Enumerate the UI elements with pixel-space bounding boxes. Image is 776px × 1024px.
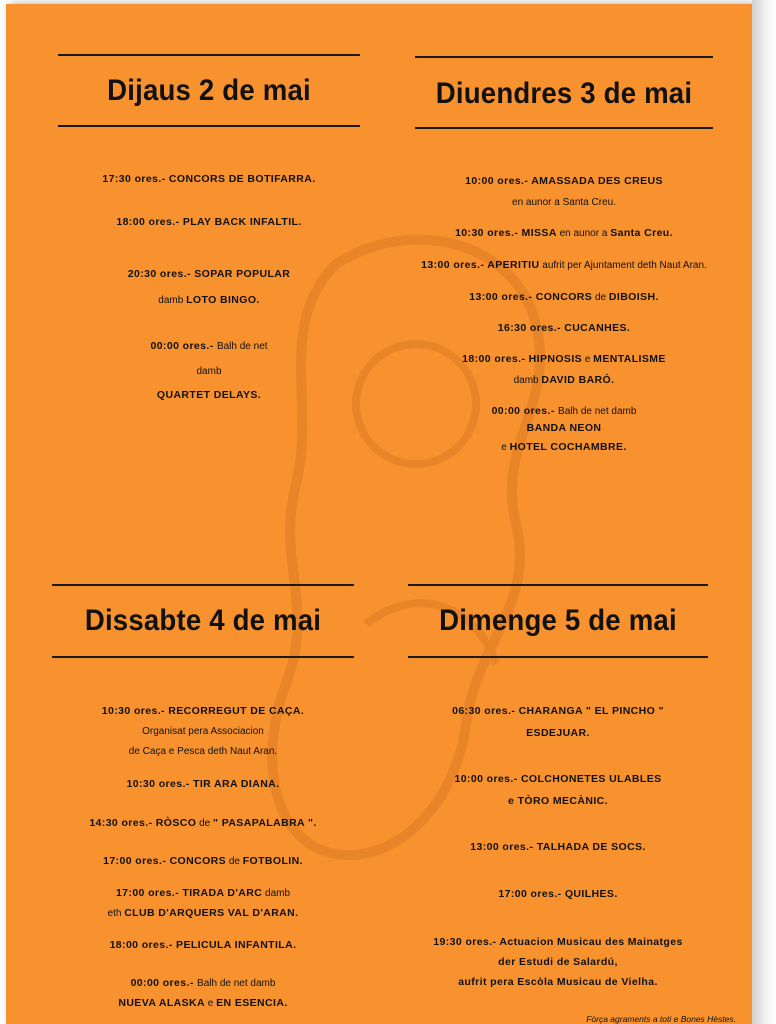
event-text-bold: 10:00 ores.- xyxy=(465,175,532,187)
event-text: e xyxy=(205,998,217,1009)
event-text-bold: Santa Creu. xyxy=(610,227,673,239)
event-text-bold: CONCORS DE BOTIFARRA. xyxy=(168,173,316,185)
event-text-bold: 17:30 ores.- xyxy=(102,173,169,185)
event-text: damb xyxy=(513,375,542,386)
schedule-line xyxy=(408,955,708,969)
event-text-bold: 20:30 ores.- xyxy=(127,268,195,280)
schedule-line xyxy=(408,726,708,740)
event-text: en aunor a Santa Creu. xyxy=(512,197,616,208)
event-text-bold: 10:30 ores.- xyxy=(126,778,193,790)
schedule-line xyxy=(408,935,708,949)
event-text-bold: 18:00 ores.- xyxy=(462,353,529,365)
event-text-bold: EN ESENCIA. xyxy=(216,997,288,1009)
event-text-bold: 16:30 ores.- xyxy=(497,322,565,334)
event-text-bold: CLUB D'ARQUERS VAL D'ARAN. xyxy=(124,907,299,919)
event-text-bold: der Estudi de Salardú, xyxy=(498,956,618,968)
event-text-bold: MISSA xyxy=(521,227,557,239)
event-text: de Caça e Pesca deth Naut Aran. xyxy=(128,746,278,757)
event-text-bold: 10:30 ores.- xyxy=(455,227,522,239)
event-text-bold: " PASAPALABRA ". xyxy=(213,817,317,829)
event-text-bold: 18:00 ores.- xyxy=(109,939,177,951)
event-text-bold: CONCORS xyxy=(169,855,227,867)
schedule-line xyxy=(408,975,708,989)
program-sheet xyxy=(6,4,752,1024)
event-text-bold: DAVID BARÓ. xyxy=(541,374,615,386)
event-text-bold: 18:00 ores.- xyxy=(116,216,183,228)
schedule-line xyxy=(52,976,354,991)
schedule-line xyxy=(408,772,708,786)
schedule-line xyxy=(52,996,354,1011)
event-text-bold: 13:00 ores.- xyxy=(421,259,488,271)
event-text-bold: CHARANGA " EL PINCHO " xyxy=(518,705,664,717)
schedule-line xyxy=(52,906,354,921)
event-text: eth xyxy=(107,908,125,919)
schedule-dissabte xyxy=(52,4,354,1024)
event-text: de xyxy=(196,818,213,829)
event-text: Balh de net damb xyxy=(558,406,637,417)
event-text-bold: NUEVA ALASKA xyxy=(118,997,206,1009)
event-text-bold: RECORREGUT DE CAÇA. xyxy=(168,705,305,717)
event-text-bold: ESDEJUAR. xyxy=(526,727,590,739)
event-text-bold: QUILHES. xyxy=(564,888,618,900)
schedule-line xyxy=(52,938,354,952)
schedule-line xyxy=(408,887,708,901)
event-text-bold: MENTALISME xyxy=(593,353,666,365)
event-text-bold: SOPAR POPULAR xyxy=(194,268,291,280)
schedule-line xyxy=(408,840,708,854)
event-text-bold: 19:30 ores.- xyxy=(433,936,500,948)
event-text-bold: e xyxy=(508,795,518,807)
event-text-bold: TÒRO MECÀNIC. xyxy=(517,795,608,807)
event-text-bold: CONCORS xyxy=(535,291,593,303)
event-text-bold: LOTO BINGO. xyxy=(186,294,260,306)
event-text-bold: DIBOISH. xyxy=(608,291,659,303)
event-text-bold: 10:00 ores.- xyxy=(454,773,521,785)
schedule-line xyxy=(52,704,354,718)
event-text-bold: FOTBOLIN. xyxy=(242,855,303,867)
event-text: Balh de net xyxy=(216,341,268,352)
event-text: en aunor a xyxy=(556,228,611,239)
schedule-line xyxy=(52,886,354,901)
event-text-bold: TIR ARA DIANA. xyxy=(193,778,280,790)
page-edge-shadow xyxy=(752,0,776,1024)
event-text-bold: 00:00 ores.- xyxy=(130,977,198,989)
event-text: damb xyxy=(196,366,222,377)
event-text-bold: 17:00 ores.- xyxy=(498,888,565,900)
event-text-bold: TALHADA DE SOCS. xyxy=(536,841,646,853)
event-text-bold: APERITIU xyxy=(487,259,540,271)
event-text: damb xyxy=(262,888,291,899)
event-text: Organisat pera Associacion xyxy=(142,726,264,737)
event-text: damb xyxy=(158,295,187,306)
event-text-bold: PELICULA INFANTILA. xyxy=(176,939,297,951)
schedule-line xyxy=(52,744,354,759)
event-text-bold: 10:30 ores.- xyxy=(101,705,169,717)
event-text-bold: 00:00 ores.- xyxy=(150,340,217,352)
event-text-bold: BANDA NEON xyxy=(526,422,602,434)
event-text-bold: aufrit pera Escòla Musicau de Vielha. xyxy=(458,976,658,988)
event-text-bold: HOTEL COCHAMBRE. xyxy=(509,441,627,453)
schedule-line xyxy=(52,854,354,869)
day-title-dijaus: Dijaus 2 de mai xyxy=(107,74,311,107)
event-text: de xyxy=(592,292,609,303)
schedule-dimenge xyxy=(408,4,708,1024)
event-text-bold: 13:00 ores.- xyxy=(469,291,536,303)
event-text: de xyxy=(226,856,243,867)
schedule-line xyxy=(52,777,354,791)
thanks-footer: Fòrça agraments a toti e Bones Hèstes. xyxy=(586,1014,736,1024)
event-text-bold: 13:00 ores.- xyxy=(470,841,537,853)
event-text-bold: QUARTET DELAYS. xyxy=(156,389,262,401)
event-text-bold: Actuacion Musicau des Mainatges xyxy=(499,936,683,948)
schedule-line xyxy=(408,704,708,718)
event-text-bold: RÒSCO xyxy=(155,817,197,829)
event-text-bold: TIRADA D'ARC xyxy=(182,887,263,899)
event-text-bold: 06:30 ores.- xyxy=(452,705,519,717)
event-text-bold: 17:00 ores.- xyxy=(103,855,170,867)
event-text: e xyxy=(582,354,594,365)
event-text-bold: 17:00 ores.- xyxy=(115,887,183,899)
event-text-bold: AMASSADA DES CREUS xyxy=(531,175,663,187)
event-text-bold: 14:30 ores.- xyxy=(89,817,156,829)
day-title-dissabte: Dissabte 4 de mai xyxy=(84,604,322,637)
schedule-line xyxy=(52,724,354,739)
schedule-line xyxy=(408,794,708,808)
event-text-bold: 00:00 ores.- xyxy=(491,405,559,417)
event-text-bold: COLCHONETES ULABLES xyxy=(520,773,662,785)
event-text: e xyxy=(501,442,510,453)
day-title-dimenge: Dimenge 5 de mai xyxy=(439,604,677,637)
event-text: Balh de net damb xyxy=(197,978,276,989)
event-text-bold: CUCANHES. xyxy=(564,322,631,334)
schedule-line xyxy=(52,816,354,831)
event-text-bold: HIPNOSIS xyxy=(528,353,583,365)
event-text: aufrit per Ajuntament deth Naut Aran. xyxy=(539,260,707,271)
day-title-diuendres: Diuendres 3 de mai xyxy=(435,77,693,110)
event-text-bold: PLAY BACK INFALTIL. xyxy=(182,216,302,228)
